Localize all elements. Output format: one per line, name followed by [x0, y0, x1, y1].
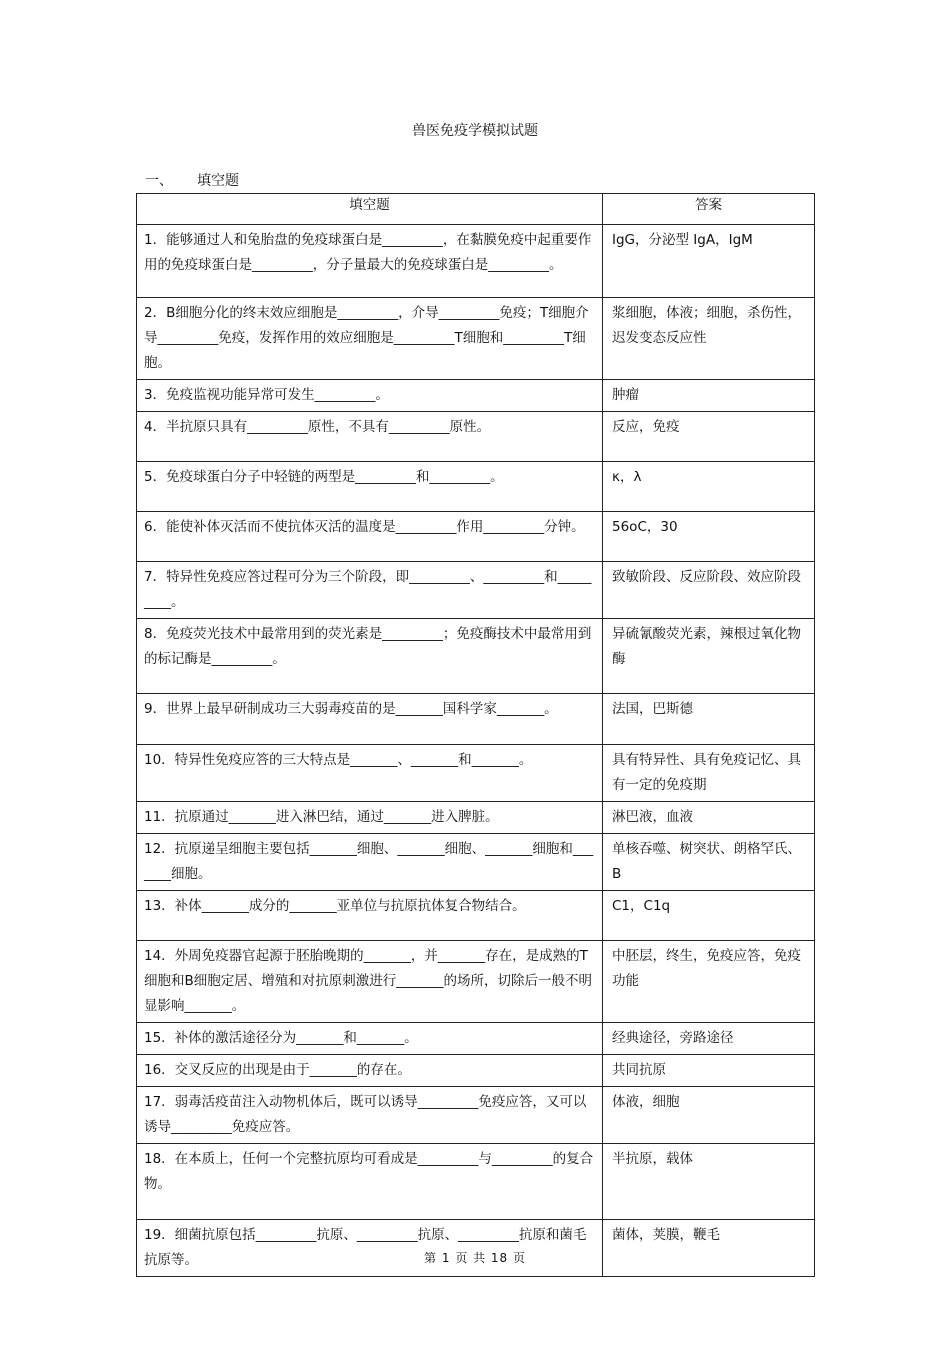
answer-cell: 淋巴液，血液: [603, 802, 815, 834]
header-answer: 答案: [603, 194, 815, 225]
answer-cell: 肿瘤: [603, 380, 815, 412]
table-row: [137, 1220, 815, 1277]
table-row: [137, 1087, 815, 1144]
table-row: [137, 834, 815, 891]
page-footer: 第 1 页 共 18 页: [424, 1251, 526, 1265]
section-number: 一、: [145, 173, 173, 189]
question-cell: 9．世界上最早研制成功三大弱毒疫苗的是_______国科学家_______。: [137, 694, 603, 745]
answer-cell: 56oC，30: [603, 512, 815, 562]
question-cell: 14．外周免疫器官起源于胚胎晚期的_______，并_______存在，是成熟的T细胞和B细胞定居、增殖和对抗原刺激进行_______的场所，切除后一般不明显影响_______。: [137, 941, 603, 1023]
table-row: [137, 512, 815, 562]
question-cell: 4．半抗原只具有_________原性，不具有_________原性。: [137, 412, 603, 462]
answer-cell: 体液，细胞: [603, 1087, 815, 1144]
table-row: [137, 1144, 815, 1220]
table-row: [137, 745, 815, 802]
answer-cell: 共同抗原: [603, 1055, 815, 1087]
question-table: [136, 193, 815, 1277]
table-row: [137, 891, 815, 941]
answer-cell: IgG，分泌型 IgA，IgM: [603, 225, 815, 298]
table-row: [137, 562, 815, 619]
table-row: [137, 619, 815, 694]
table-row: [137, 1023, 815, 1055]
answer-cell: 半抗原，载体: [603, 1144, 815, 1220]
table-row: [137, 462, 815, 512]
table-row: [137, 694, 815, 745]
question-cell: 18．在本质上，任何一个完整抗原均可看成是_________与_________的复合物。: [137, 1144, 603, 1220]
question-cell: 3．免疫监视功能异常可发生_________。: [137, 380, 603, 412]
question-cell: 13．补体_______成分的_______亚单位与抗原抗体复合物结合。: [137, 891, 603, 941]
table-row: [137, 412, 815, 462]
answer-cell: 经典途径，旁路途径: [603, 1023, 815, 1055]
page-title: 兽医免疫学模拟试题: [412, 123, 538, 139]
table-row: [137, 802, 815, 834]
answer-cell: 菌体，荚膜，鞭毛: [603, 1220, 815, 1277]
question-cell: 16．交叉反应的出现是由于_______的存在。: [137, 1055, 603, 1087]
table-row: [137, 298, 815, 380]
question-cell: 15．补体的激活途径分为_______和_______。: [137, 1023, 603, 1055]
answer-cell: 具有特异性、具有免疫记忆、具有一定的免疫期: [603, 745, 815, 802]
question-cell: 19．细菌抗原包括_________抗原、_________抗原、_________抗原和菌毛抗原等。: [137, 1220, 603, 1277]
table-row: [137, 380, 815, 412]
question-cell: 6．能使补体灭活而不使抗体灭活的温度是_________作用_________分钟。: [137, 512, 603, 562]
question-cell: 1．能够通过人和兔胎盘的免疫球蛋白是_________，在黏膜免疫中起重要作用的免疫球蛋白是_________，分子量最大的免疫球蛋白是_________。: [137, 225, 603, 298]
question-cell: 5．免疫球蛋白分子中轻链的两型是_________和_________。: [137, 462, 603, 512]
table-row: [137, 941, 815, 1023]
question-cell: 12．抗原递呈细胞主要包括_______细胞、_______细胞、_______细胞和_______细胞。: [137, 834, 603, 891]
header-question: 填空题: [137, 194, 603, 225]
section-label: 填空题: [197, 173, 239, 189]
answer-cell: κ，λ: [603, 462, 815, 512]
answer-cell: 异硫氰酸荧光素，辣根过氧化物酶: [603, 619, 815, 694]
table-header-row: [137, 194, 815, 225]
question-cell: 7．特异性免疫应答过程可分为三个阶段，即_________、_________和_________。: [137, 562, 603, 619]
answer-cell: 法国，巴斯德: [603, 694, 815, 745]
section-heading: [145, 170, 239, 190]
question-cell: 10．特异性免疫应答的三大特点是_______、_______和_______。: [137, 745, 603, 802]
answer-cell: C1，C1q: [603, 891, 815, 941]
question-cell: 2．B细胞分化的终末效应细胞是_________，介导_________免疫；T细胞介导_________免疫，发挥作用的效应细胞是_________T细胞和_________T细胞。: [137, 298, 603, 380]
table-row: [137, 1055, 815, 1087]
answer-cell: 中胚层，终生，免疫应答，免疫功能: [603, 941, 815, 1023]
table-row: [137, 225, 815, 298]
question-cell: 8．免疫荧光技术中最常用到的荧光素是_________；免疫酶技术中最常用到的标记酶是_________。: [137, 619, 603, 694]
answer-cell: 单核吞噬、树突状、朗格罕氏、B: [603, 834, 815, 891]
question-cell: 11．抗原通过_______进入淋巴结，通过_______进入脾脏。: [137, 802, 603, 834]
answer-cell: 致敏阶段、反应阶段、效应阶段: [603, 562, 815, 619]
question-cell: 17．弱毒活疫苗注入动物机体后，既可以诱导_________免疫应答，又可以诱导_________免疫应答。: [137, 1087, 603, 1144]
answer-cell: 浆细胞，体液；细胞，杀伤性，迟发变态反应性: [603, 298, 815, 380]
answer-cell: 反应，免疫: [603, 412, 815, 462]
